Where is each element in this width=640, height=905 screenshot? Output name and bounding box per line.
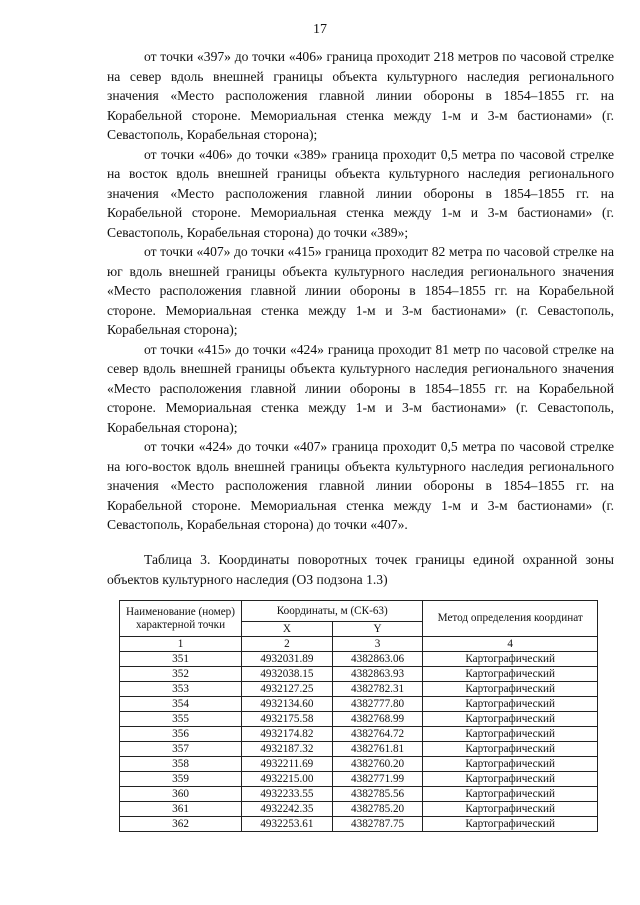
- paragraph: от точки «406» до точки «389» граница проходит 0,5 метра по часовой стрелке на восток вдоль внешней границы объекта культурного наследия регионального значения «Место расположения главной линии обороны в 1854–1855 гг. на Корабельной стороне. Мемориальная стенка между 1-м и 3-м бастионами» (г. Севастополь, Корабельная сторона) до точки «389»;: [107, 146, 614, 240]
- x-coordinate-cell: 4932253.61: [242, 817, 333, 832]
- body-text: [107, 47, 614, 535]
- point-number-cell: 351: [120, 652, 242, 667]
- method-cell: Картографический: [423, 742, 598, 757]
- header-method: Метод определения координат: [423, 601, 598, 637]
- table-row: [120, 652, 598, 667]
- x-coordinate-cell: 4932242.35: [242, 802, 333, 817]
- header-y: Y: [332, 622, 423, 637]
- x-coordinate-cell: 4932215.00: [242, 772, 333, 787]
- y-coordinate-cell: 4382777.80: [332, 697, 423, 712]
- column-number: 4: [423, 637, 598, 652]
- y-coordinate-cell: 4382863.93: [332, 667, 423, 682]
- point-number-cell: 359: [120, 772, 242, 787]
- method-cell: Картографический: [423, 652, 598, 667]
- y-coordinate-cell: 4382768.99: [332, 712, 423, 727]
- header-point-name: Наименование (номер) характерной точки: [120, 601, 242, 637]
- method-cell: Картографический: [423, 817, 598, 832]
- x-coordinate-cell: 4932134.60: [242, 697, 333, 712]
- table-row: [120, 772, 598, 787]
- y-coordinate-cell: 4382782.31: [332, 682, 423, 697]
- point-number-cell: 356: [120, 727, 242, 742]
- method-cell: Картографический: [423, 697, 598, 712]
- point-number-cell: 361: [120, 802, 242, 817]
- y-coordinate-cell: 4382761.81: [332, 742, 423, 757]
- point-number-cell: 357: [120, 742, 242, 757]
- table-row: [120, 712, 598, 727]
- point-number-cell: 355: [120, 712, 242, 727]
- method-cell: Картографический: [423, 682, 598, 697]
- table-row: [120, 682, 598, 697]
- method-cell: Картографический: [423, 787, 598, 802]
- page-number: 17: [313, 22, 327, 37]
- x-coordinate-cell: 4932038.15: [242, 667, 333, 682]
- header-x: X: [242, 622, 333, 637]
- x-coordinate-cell: 4932233.55: [242, 787, 333, 802]
- point-number-cell: 354: [120, 697, 242, 712]
- x-coordinate-cell: 4932211.69: [242, 757, 333, 772]
- x-coordinate-cell: 4932175.58: [242, 712, 333, 727]
- method-cell: Картографический: [423, 727, 598, 742]
- x-coordinate-cell: 4932031.89: [242, 652, 333, 667]
- method-cell: Картографический: [423, 667, 598, 682]
- table-row: [120, 727, 598, 742]
- x-coordinate-cell: 4932187.32: [242, 742, 333, 757]
- coordinates-table: [119, 600, 598, 832]
- column-number: 1: [120, 637, 242, 652]
- method-cell: Картографический: [423, 772, 598, 787]
- y-coordinate-cell: 4382863.06: [332, 652, 423, 667]
- y-coordinate-cell: 4382771.99: [332, 772, 423, 787]
- x-coordinate-cell: 4932174.82: [242, 727, 333, 742]
- y-coordinate-cell: 4382764.72: [332, 727, 423, 742]
- paragraph: от точки «407» до точки «415» граница проходит 82 метра по часовой стрелке на юг вдоль внешней границы объекта культурного наследия регионального значения «Место расположения главной линии обороны в 1854–1855 гг. на Корабельной стороне. Мемориальная стенка между 1-м и 3-м бастионами» (г. Севастополь, Корабельная сторона);: [107, 244, 614, 337]
- paragraph: от точки «415» до точки «424» граница проходит 81 метр по часовой стрелке на север вдоль внешней границы объекта культурного наследия регионального значения «Место расположения главной линии обороны в 1854–1855 гг. на Корабельной стороне. Мемориальная стенка между 1-м и 3-м бастионами» (г. Севастополь, Корабельная сторона);: [107, 341, 614, 435]
- table-body: [120, 652, 598, 832]
- method-cell: Картографический: [423, 802, 598, 817]
- point-number-cell: 358: [120, 757, 242, 772]
- x-coordinate-cell: 4932127.25: [242, 682, 333, 697]
- point-number-cell: 353: [120, 682, 242, 697]
- paragraph: от точки «397» до точки «406» граница проходит 218 метров по часовой стрелке на север вдоль внешней границы объекта культурного наследия регионального значения «Место расположения главной линии обороны в 1854–1855 гг. на Корабельной стороне. Мемориальная стенка между 1-м и 3-м бастионами» (г. Севастополь, Корабельная сторона);: [107, 49, 614, 142]
- header-coordinates: Координаты, м (СК-63): [242, 601, 423, 622]
- y-coordinate-cell: 4382785.56: [332, 787, 423, 802]
- table-row: [120, 742, 598, 757]
- table-row: [120, 757, 598, 772]
- y-coordinate-cell: 4382760.20: [332, 757, 423, 772]
- method-cell: Картографический: [423, 712, 598, 727]
- table-row: [120, 817, 598, 832]
- paragraph: от точки «424» до точки «407» граница проходит 0,5 метра по часовой стрелке на юго-восток вдоль внешней границы объекта культурного наследия регионального значения «Место расположения главной линии обороны в 1854–1855 гг. на Корабельной стороне. Мемориальная стенка между 1-м и 3-м бастионами» (г. Севастополь, Корабельная сторона) до точки «407».: [107, 439, 614, 532]
- point-number-cell: 352: [120, 667, 242, 682]
- table-row: [120, 787, 598, 802]
- point-number-cell: 360: [120, 787, 242, 802]
- y-coordinate-cell: 4382785.20: [332, 802, 423, 817]
- y-coordinate-cell: 4382787.75: [332, 817, 423, 832]
- table-row: [120, 697, 598, 712]
- column-number: 2: [242, 637, 333, 652]
- method-cell: Картографический: [423, 757, 598, 772]
- column-number: 3: [332, 637, 423, 652]
- table-row: [120, 667, 598, 682]
- table-caption: Таблица 3. Координаты поворотных точек границы единой охранной зоны объектов культурного наследия (ОЗ подзона 1.3): [107, 552, 614, 587]
- point-number-cell: 362: [120, 817, 242, 832]
- table-row: [120, 802, 598, 817]
